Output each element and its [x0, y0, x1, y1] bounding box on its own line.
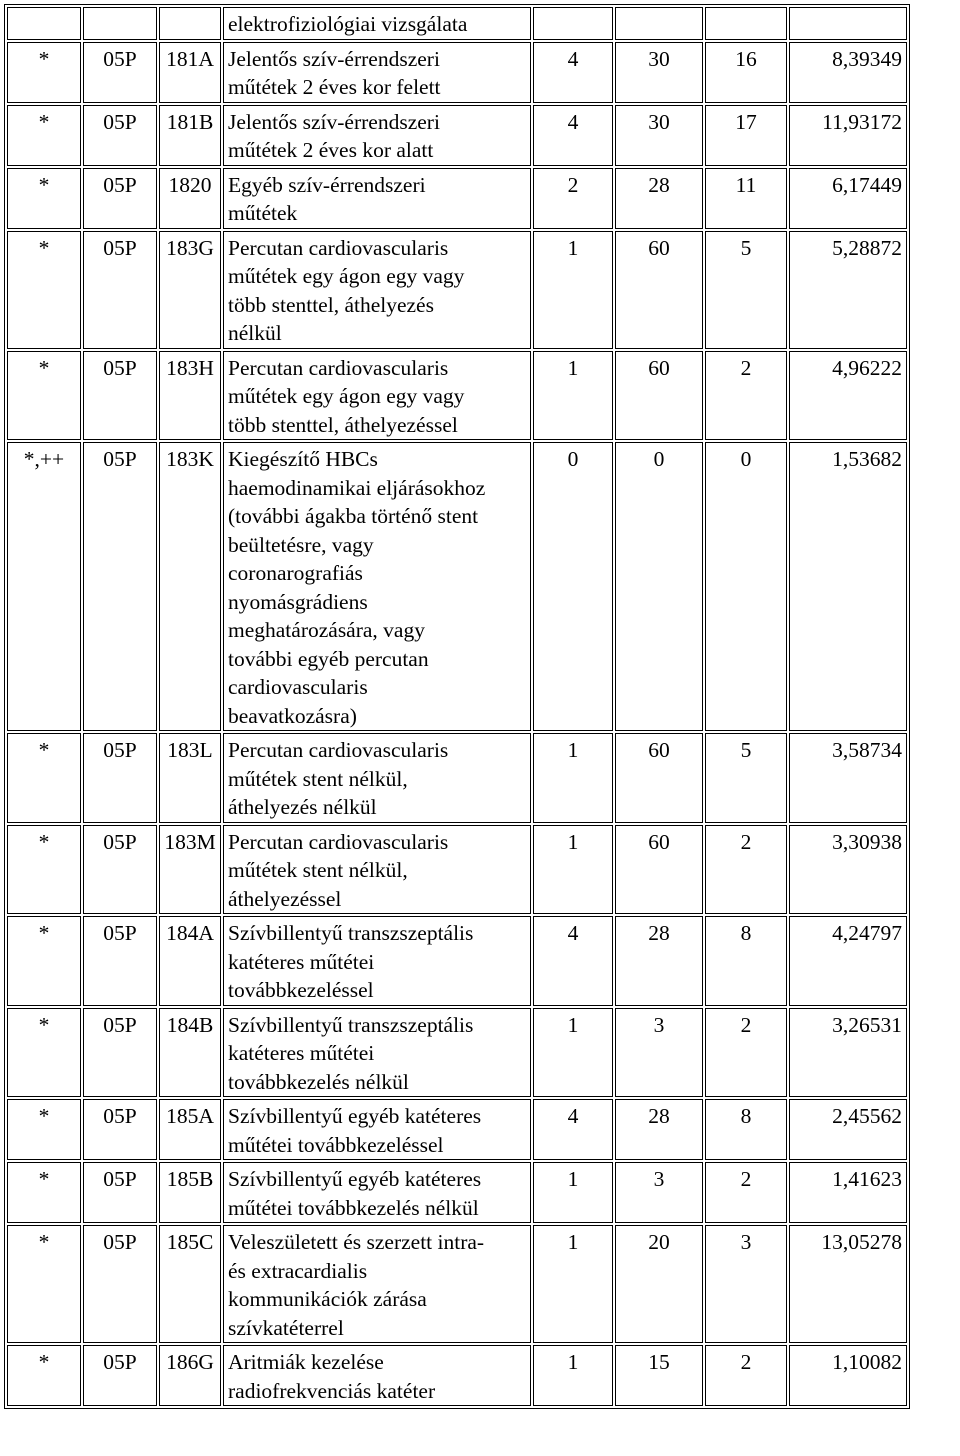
- description-line: műtétek stent nélkül,: [228, 766, 408, 791]
- value-b-cell: 20: [615, 1225, 703, 1343]
- value-b-cell: 30: [615, 105, 703, 166]
- description-cell: [223, 42, 531, 103]
- weight-cell: 3,58734: [789, 733, 907, 823]
- value-a-cell: 1: [533, 1345, 613, 1406]
- value-b-cell: 3: [615, 1008, 703, 1098]
- value-c-cell: 2: [705, 1008, 787, 1098]
- code-cell: 185B: [159, 1162, 221, 1223]
- description-line: Jelentős szív-érrendszeri: [228, 46, 440, 71]
- value-a-cell: 4: [533, 916, 613, 1006]
- mark-cell: *: [7, 105, 81, 166]
- value-a-cell: 1: [533, 825, 613, 915]
- description-line: Jelentős szív-érrendszeri: [228, 109, 440, 134]
- description-cell: [223, 105, 531, 166]
- value-b-cell: [615, 7, 703, 40]
- description-line: katéteres műtétei: [228, 1041, 375, 1065]
- mark-cell: *: [7, 1162, 81, 1223]
- value-c-cell: 2: [705, 1345, 787, 1406]
- description-cell: [223, 1008, 531, 1098]
- value-c-cell: [705, 7, 787, 40]
- code-cell: 184A: [159, 916, 221, 1006]
- description-line: Veleszületett és szerzett intra-: [228, 1230, 485, 1254]
- value-a-cell: 2: [533, 168, 613, 229]
- mdc-cell: 05P: [83, 105, 157, 166]
- table-row: [7, 105, 907, 166]
- table-row: [7, 1345, 907, 1406]
- weight-cell: 1,10082: [789, 1345, 907, 1406]
- mark-cell: *: [7, 733, 81, 823]
- weight-cell: 6,17449: [789, 168, 907, 229]
- value-b-cell: 60: [615, 231, 703, 349]
- code-cell: 183H: [159, 351, 221, 441]
- weight-cell: 3,30938: [789, 825, 907, 915]
- value-a-cell: 1: [533, 351, 613, 441]
- value-c-cell: 8: [705, 916, 787, 1006]
- weight-cell: 13,05278: [789, 1225, 907, 1343]
- table-row: [7, 1099, 907, 1160]
- value-b-cell: 15: [615, 1345, 703, 1406]
- value-c-cell: 2: [705, 351, 787, 441]
- description-line: szívkatéterrel: [228, 1315, 344, 1340]
- value-c-cell: 16: [705, 42, 787, 103]
- description-line: további egyéb percutan: [228, 646, 429, 671]
- mdc-cell: 05P: [83, 42, 157, 103]
- code-cell: 183L: [159, 733, 221, 823]
- value-b-cell: 60: [615, 825, 703, 915]
- description-line: műtétek stent nélkül,: [228, 858, 408, 882]
- weight-cell: 4,24797: [789, 916, 907, 1006]
- value-b-cell: 28: [615, 168, 703, 229]
- value-a-cell: 1: [533, 1162, 613, 1223]
- description-line: Percutan cardiovascularis: [228, 829, 449, 854]
- value-c-cell: 17: [705, 105, 787, 166]
- description-line: Percutan cardiovascularis: [228, 738, 449, 762]
- description-cell: [223, 442, 531, 731]
- weight-cell: [789, 7, 907, 40]
- description-cell: [223, 825, 531, 915]
- mark-cell: *: [7, 1008, 81, 1098]
- description-line: műtétei továbbkezeléssel: [228, 1132, 444, 1157]
- mdc-cell: 05P: [83, 442, 157, 731]
- code-cell: 185C: [159, 1225, 221, 1343]
- value-b-cell: 0: [615, 442, 703, 731]
- mark-cell: *: [7, 825, 81, 915]
- description-line: több stenttel, áthelyezés: [228, 292, 434, 317]
- table-row: [7, 351, 907, 441]
- value-c-cell: 2: [705, 825, 787, 915]
- description-line: műtétek 2 éves kor felett: [228, 75, 441, 99]
- code-cell: 181A: [159, 42, 221, 103]
- table-row: [7, 168, 907, 229]
- mark-cell: *: [7, 1345, 81, 1406]
- value-b-cell: 60: [615, 351, 703, 441]
- description-line: Aritmiák kezelése: [228, 1350, 384, 1374]
- description-cell: [223, 1225, 531, 1343]
- description-line: műtétek 2 éves kor alatt: [228, 138, 434, 162]
- table-row: [7, 1225, 907, 1343]
- value-a-cell: 4: [533, 105, 613, 166]
- weight-cell: 2,45562: [789, 1099, 907, 1160]
- mark-cell: *: [7, 231, 81, 349]
- mdc-cell: 05P: [83, 916, 157, 1006]
- description-line: Egyéb szív-érrendszeri: [228, 172, 426, 197]
- description-line: beültetésre, vagy: [228, 532, 374, 557]
- mdc-cell: 05P: [83, 1225, 157, 1343]
- value-c-cell: 5: [705, 231, 787, 349]
- description-line: több stenttel, áthelyezéssel: [228, 412, 458, 437]
- value-a-cell: 1: [533, 231, 613, 349]
- description-line: műtétek: [228, 201, 298, 225]
- value-a-cell: 1: [533, 733, 613, 823]
- table-row: [7, 825, 907, 915]
- weight-cell: 4,96222: [789, 351, 907, 441]
- value-b-cell: 30: [615, 42, 703, 103]
- mdc-cell: 05P: [83, 231, 157, 349]
- mark-cell: *: [7, 1099, 81, 1160]
- mark-cell: *: [7, 1225, 81, 1343]
- description-line: Szívbillentyű transzszeptális: [228, 1012, 474, 1037]
- description-cell: [223, 733, 531, 823]
- code-cell: 185A: [159, 1099, 221, 1160]
- table-row-header: [7, 7, 907, 40]
- value-c-cell: 11: [705, 168, 787, 229]
- description-cell: [223, 168, 531, 229]
- mdc-cell: 05P: [83, 1099, 157, 1160]
- mark-cell: [7, 7, 81, 40]
- description-line: katéteres műtétei: [228, 949, 375, 974]
- weight-cell: 1,41623: [789, 1162, 907, 1223]
- mdc-cell: 05P: [83, 733, 157, 823]
- code-cell: 1820: [159, 168, 221, 229]
- mdc-cell: 05P: [83, 1162, 157, 1223]
- value-c-cell: 5: [705, 733, 787, 823]
- description-line: műtétek egy ágon egy vagy: [228, 384, 465, 408]
- drg-table: [4, 4, 910, 1409]
- description-line: továbbkezelés nélkül: [228, 1069, 409, 1094]
- description-line: és extracardialis: [228, 1258, 368, 1283]
- code-cell: 183K: [159, 442, 221, 731]
- description-line: elektrofiziológiai vizsgálata: [228, 12, 468, 36]
- code-cell: [159, 7, 221, 40]
- description-line: áthelyezéssel: [228, 886, 342, 911]
- description-line: nélkül: [228, 321, 282, 345]
- value-a-cell: 0: [533, 442, 613, 731]
- value-b-cell: 28: [615, 1099, 703, 1160]
- description-line: továbbkezeléssel: [228, 978, 374, 1002]
- mark-cell: *,++: [7, 442, 81, 731]
- description-line: (további ágakba történő stent: [228, 504, 479, 528]
- description-line: Szívbillentyű egyéb katéteres: [228, 1167, 482, 1191]
- value-b-cell: 3: [615, 1162, 703, 1223]
- mdc-cell: 05P: [83, 825, 157, 915]
- mdc-cell: 05P: [83, 351, 157, 441]
- description-line: haemodinamikai eljárásokhoz: [228, 475, 486, 500]
- mark-cell: *: [7, 351, 81, 441]
- table-row: [7, 442, 907, 731]
- description-line: műtétei továbbkezelés nélkül: [228, 1195, 479, 1220]
- description-cell: [223, 351, 531, 441]
- description-line: cardiovascularis: [228, 675, 368, 699]
- value-b-cell: 28: [615, 916, 703, 1006]
- value-a-cell: 4: [533, 1099, 613, 1160]
- description-line: Percutan cardiovascularis: [228, 235, 449, 260]
- value-c-cell: 8: [705, 1099, 787, 1160]
- value-a-cell: [533, 7, 613, 40]
- description-line: Percutan cardiovascularis: [228, 355, 449, 380]
- value-a-cell: 1: [533, 1225, 613, 1343]
- value-c-cell: 0: [705, 442, 787, 731]
- weight-cell: 3,26531: [789, 1008, 907, 1098]
- weight-cell: 5,28872: [789, 231, 907, 349]
- code-cell: 183M: [159, 825, 221, 915]
- mdc-cell: 05P: [83, 1008, 157, 1098]
- weight-cell: 8,39349: [789, 42, 907, 103]
- mdc-cell: 05P: [83, 168, 157, 229]
- description-line: meghatározására, vagy: [228, 618, 425, 642]
- value-a-cell: 1: [533, 1008, 613, 1098]
- code-cell: 183G: [159, 231, 221, 349]
- description-line: Szívbillentyű egyéb katéteres: [228, 1104, 482, 1128]
- code-cell: 186G: [159, 1345, 221, 1406]
- weight-cell: 1,53682: [789, 442, 907, 731]
- code-cell: 184B: [159, 1008, 221, 1098]
- table-row: [7, 916, 907, 1006]
- value-c-cell: 3: [705, 1225, 787, 1343]
- weight-cell: 11,93172: [789, 105, 907, 166]
- mark-cell: *: [7, 42, 81, 103]
- table-row: [7, 1008, 907, 1098]
- description-line: Kiegészítő HBCs: [228, 447, 378, 471]
- description-line: kommunikációk zárása: [228, 1287, 427, 1311]
- description-cell: [223, 1345, 531, 1406]
- description-cell: [223, 1099, 531, 1160]
- table-row: [7, 1162, 907, 1223]
- description-line: Szívbillentyű transzszeptális: [228, 921, 474, 945]
- description-line: nyomásgrádiens: [228, 589, 368, 614]
- mark-cell: *: [7, 916, 81, 1006]
- description-cell: [223, 7, 531, 40]
- table-row: [7, 733, 907, 823]
- description-line: coronarografiás: [228, 561, 363, 585]
- description-cell: [223, 231, 531, 349]
- value-b-cell: 60: [615, 733, 703, 823]
- description-cell: [223, 1162, 531, 1223]
- table-body: [7, 7, 907, 1406]
- mark-cell: *: [7, 168, 81, 229]
- description-line: áthelyezés nélkül: [228, 795, 377, 819]
- description-line: radiofrekvenciás katéter: [228, 1378, 436, 1403]
- description-line: beavatkozásra): [228, 703, 357, 728]
- table-row: [7, 42, 907, 103]
- description-line: műtétek egy ágon egy vagy: [228, 264, 465, 288]
- table-row: [7, 231, 907, 349]
- code-cell: 181B: [159, 105, 221, 166]
- description-cell: [223, 916, 531, 1006]
- value-c-cell: 2: [705, 1162, 787, 1223]
- mdc-cell: [83, 7, 157, 40]
- value-a-cell: 4: [533, 42, 613, 103]
- mdc-cell: 05P: [83, 1345, 157, 1406]
